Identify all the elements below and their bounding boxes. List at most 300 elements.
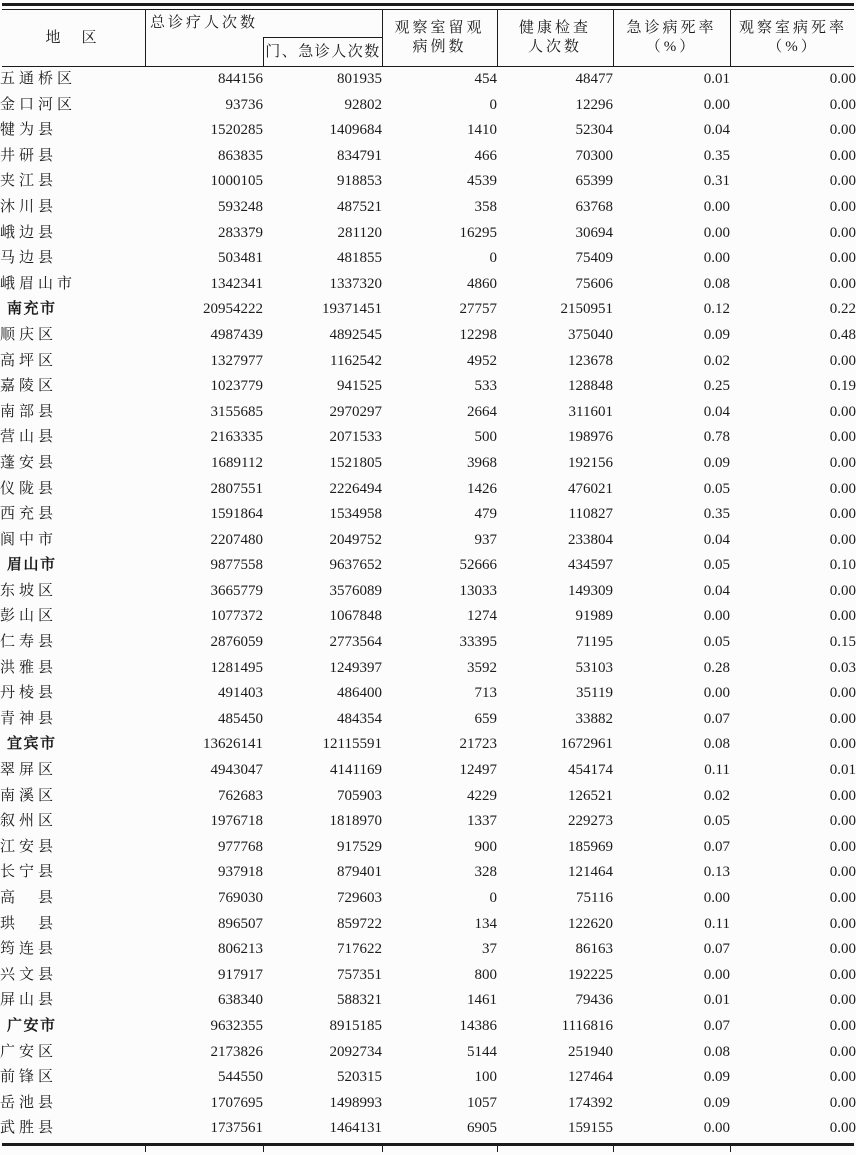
- value-cell: 0.11: [704, 915, 730, 932]
- value-cell: 593248: [218, 198, 263, 215]
- value-cell: 27757: [459, 301, 497, 318]
- value-cell: 20954222: [203, 301, 263, 318]
- value-cell: 0.00: [829, 966, 856, 983]
- value-cell: 198976: [568, 429, 613, 446]
- bottom-tick: [613, 1143, 614, 1152]
- value-cell: 126521: [568, 787, 613, 804]
- value-cell: 0.05: [703, 480, 730, 497]
- value-cell: 937918: [218, 864, 263, 881]
- value-cell: 4229: [467, 787, 497, 804]
- value-cell: 37: [482, 941, 497, 958]
- value-cell: 9632355: [210, 1017, 263, 1034]
- value-cell: 0.05: [703, 557, 730, 574]
- value-cell: 0.05: [703, 813, 730, 830]
- value-cell: 484354: [337, 710, 382, 727]
- value-cell: 2807551: [210, 480, 263, 497]
- value-cell: 134: [474, 915, 497, 932]
- column-header-observation-cases: [382, 10, 497, 66]
- value-cell: 1464131: [329, 1120, 382, 1137]
- value-cell: 3968: [467, 454, 497, 471]
- value-cell: 110827: [568, 506, 613, 523]
- table-row: [0, 349, 856, 375]
- value-cell: 283379: [218, 224, 263, 241]
- value-cell: 0.00: [829, 582, 856, 599]
- value-cell: 0.00: [829, 275, 856, 292]
- value-cell: 2173826: [210, 1043, 263, 1060]
- region-cell: 西充县: [0, 506, 58, 523]
- value-cell: 1426: [467, 480, 497, 497]
- header-line: （%）: [767, 39, 819, 55]
- value-cell: 2876059: [210, 634, 263, 651]
- value-cell: 834791: [337, 147, 382, 164]
- region-cell: 翠屏区: [0, 762, 58, 779]
- value-cell: 1281495: [210, 659, 263, 676]
- table-row: [0, 988, 856, 1014]
- value-cell: 466: [474, 147, 497, 164]
- table-row: [0, 707, 856, 733]
- value-cell: 0: [489, 890, 497, 906]
- column-header-outpatient-emergency-label: 门、急诊人次数: [265, 43, 381, 60]
- region-cell: 岳池县: [0, 1094, 58, 1111]
- table-row: [0, 579, 856, 605]
- value-cell: 1274: [467, 608, 497, 625]
- value-cell: 281120: [337, 224, 382, 241]
- region-cell: 广安市: [7, 1017, 57, 1034]
- value-cell: 0.00: [829, 96, 856, 113]
- value-cell: 1737561: [210, 1120, 263, 1137]
- value-cell: 185969: [568, 838, 613, 855]
- value-cell: 2092734: [329, 1043, 382, 1060]
- value-cell: 0.00: [703, 198, 730, 215]
- table-row: [0, 246, 856, 272]
- value-cell: 0.28: [703, 659, 730, 676]
- value-cell: 485450: [218, 710, 263, 727]
- value-cell: 801935: [337, 71, 382, 87]
- value-cell: 0.01: [703, 992, 730, 1009]
- value-cell: 0.00: [829, 1120, 856, 1137]
- bottom-tick: [145, 1143, 146, 1152]
- value-cell: 588321: [337, 992, 382, 1009]
- value-cell: 1327977: [210, 352, 263, 369]
- value-cell: 12296: [575, 96, 613, 113]
- header-line: 急诊病死率: [626, 20, 717, 36]
- table-row: [0, 681, 856, 707]
- value-cell: 0.09: [703, 1094, 730, 1111]
- header-line: （%）: [645, 39, 698, 55]
- value-cell: 328: [474, 864, 497, 881]
- value-cell: 251940: [568, 1043, 613, 1060]
- value-cell: 0.00: [829, 864, 856, 881]
- value-cell: 0.09: [703, 1069, 730, 1086]
- value-cell: 0.00: [829, 1017, 856, 1034]
- header-line: 病例数: [412, 39, 467, 55]
- value-cell: 0.00: [703, 685, 730, 702]
- value-cell: 0.00: [829, 813, 856, 830]
- table-row: [0, 732, 856, 758]
- table-row: [0, 425, 856, 451]
- column-header-observation-mortality: [730, 10, 856, 66]
- value-cell: 311601: [568, 403, 613, 420]
- value-cell: 0: [489, 250, 497, 267]
- value-cell: 941525: [337, 378, 382, 395]
- value-cell: 0.05: [703, 634, 730, 651]
- value-cell: 70300: [575, 147, 613, 164]
- value-cell: 491403: [218, 685, 263, 702]
- value-cell: 844156: [218, 71, 263, 87]
- value-cell: 0.07: [703, 1017, 730, 1034]
- value-cell: 0: [489, 96, 497, 113]
- region-cell: 青神县: [0, 710, 58, 727]
- table-row: [0, 169, 856, 195]
- value-cell: 0.31: [703, 173, 730, 190]
- value-cell: 93736: [225, 96, 263, 113]
- value-cell: 900: [474, 838, 497, 855]
- value-cell: 1534958: [329, 506, 382, 523]
- value-cell: 0.00: [703, 96, 730, 113]
- region-cell: 峨边县: [0, 224, 58, 241]
- value-cell: 0.00: [829, 480, 856, 497]
- value-cell: 86163: [575, 941, 613, 958]
- table-row: [0, 1065, 856, 1091]
- region-cell: 筠连县: [0, 941, 58, 958]
- table-row: [0, 67, 856, 93]
- table-row: [0, 963, 856, 989]
- value-cell: 2049752: [329, 531, 382, 548]
- column-header-outpatient-emergency: [263, 37, 382, 66]
- value-cell: 0.08: [703, 275, 730, 292]
- value-cell: 0.48: [829, 326, 856, 343]
- value-cell: 0.09: [703, 454, 730, 471]
- value-cell: 0.11: [704, 762, 730, 779]
- value-cell: 4952: [467, 352, 497, 369]
- value-cell: 9877558: [210, 557, 263, 574]
- value-cell: 977768: [218, 838, 263, 855]
- value-cell: 0.04: [703, 122, 730, 139]
- value-cell: 1116816: [561, 1017, 613, 1034]
- value-cell: 4141169: [330, 762, 382, 779]
- value-cell: 0.00: [829, 992, 856, 1009]
- value-cell: 479: [474, 506, 497, 523]
- value-cell: 705903: [337, 787, 382, 804]
- region-cell: 彭山区: [0, 608, 58, 625]
- value-cell: 762683: [218, 787, 263, 804]
- value-cell: 75606: [575, 275, 613, 292]
- value-cell: 52304: [575, 122, 613, 139]
- value-cell: 800: [474, 966, 497, 983]
- column-header-total-visits: [145, 10, 263, 37]
- value-cell: 729603: [337, 890, 382, 906]
- value-cell: 192156: [568, 454, 613, 471]
- table-row: [0, 374, 856, 400]
- region-cell: 江安县: [0, 838, 58, 855]
- value-cell: 713: [474, 685, 497, 702]
- value-cell: 0.10: [829, 557, 856, 574]
- table-row: [0, 1116, 856, 1142]
- value-cell: 4892545: [329, 326, 382, 343]
- value-cell: 65399: [575, 173, 613, 190]
- table-row: [0, 118, 856, 144]
- value-cell: 918853: [337, 173, 382, 190]
- value-cell: 0.00: [829, 122, 856, 139]
- value-cell: 500: [474, 429, 497, 446]
- value-cell: 0.08: [703, 1043, 730, 1060]
- value-cell: 896507: [218, 915, 263, 932]
- value-cell: 859722: [337, 915, 382, 932]
- value-cell: 434597: [568, 557, 613, 574]
- value-cell: 0.00: [829, 890, 856, 906]
- value-cell: 0.00: [829, 403, 856, 420]
- value-cell: 806213: [218, 941, 263, 958]
- value-cell: 0.00: [829, 429, 856, 446]
- value-cell: 1410: [467, 122, 497, 139]
- header-line: 观察室病死率: [738, 20, 847, 36]
- value-cell: 159155: [568, 1120, 613, 1137]
- value-cell: 75116: [576, 890, 613, 906]
- value-cell: 6905: [467, 1120, 497, 1137]
- value-cell: 2970297: [329, 403, 382, 420]
- region-cell: 五通桥区: [0, 71, 77, 87]
- value-cell: 3665779: [210, 582, 263, 599]
- value-cell: 75409: [575, 250, 613, 267]
- region-cell: 武胜县: [0, 1120, 58, 1137]
- value-cell: 121464: [568, 864, 613, 881]
- value-cell: 1591864: [210, 506, 263, 523]
- value-cell: 0.01: [829, 762, 856, 779]
- region-cell: 营山县: [0, 429, 58, 446]
- value-cell: 0.04: [703, 582, 730, 599]
- table-row: [0, 630, 856, 656]
- value-cell: 21723: [459, 736, 497, 753]
- value-cell: 12115591: [322, 736, 382, 753]
- value-cell: 917917: [218, 966, 263, 983]
- value-cell: 0.22: [829, 301, 856, 318]
- value-cell: 48477: [575, 71, 613, 87]
- value-cell: 0.00: [829, 710, 856, 727]
- value-cell: 769030: [218, 890, 263, 906]
- table-row: [0, 656, 856, 682]
- value-cell: 1067848: [329, 608, 382, 625]
- value-cell: 0.00: [829, 685, 856, 702]
- value-cell: 0.00: [829, 224, 856, 241]
- table-row: [0, 809, 856, 835]
- value-cell: 0.07: [703, 710, 730, 727]
- value-cell: 0.00: [829, 173, 856, 190]
- value-cell: 0.00: [703, 890, 730, 906]
- value-cell: 0.08: [703, 736, 730, 753]
- value-cell: 8915185: [329, 1017, 382, 1034]
- table-row: [0, 835, 856, 861]
- value-cell: 0.07: [703, 941, 730, 958]
- value-cell: 0.01: [703, 71, 730, 87]
- value-cell: 128848: [568, 378, 613, 395]
- value-cell: 0.00: [829, 736, 856, 753]
- value-cell: 2071533: [329, 429, 382, 446]
- region-cell: 阆中市: [0, 531, 58, 548]
- value-cell: 1057: [467, 1094, 497, 1111]
- value-cell: 2207480: [210, 531, 263, 548]
- bottom-tick: [263, 1143, 264, 1152]
- value-cell: 454174: [568, 762, 613, 779]
- value-cell: 16295: [459, 224, 497, 241]
- value-cell: 1521805: [329, 454, 382, 471]
- column-header-emergency-mortality: [613, 10, 730, 66]
- value-cell: 0.00: [829, 915, 856, 932]
- value-cell: 1409684: [329, 122, 382, 139]
- value-cell: 0.00: [703, 966, 730, 983]
- value-cell: 0.00: [829, 941, 856, 958]
- value-cell: 13626141: [203, 736, 263, 753]
- region-cell: 仪陇县: [0, 480, 58, 497]
- value-cell: 0.13: [703, 864, 730, 881]
- value-cell: 100: [474, 1069, 497, 1086]
- column-header-total-visits-label: 总诊疗人次数: [149, 15, 258, 31]
- value-cell: 0.00: [703, 224, 730, 241]
- value-cell: 192225: [568, 966, 613, 983]
- value-cell: 863835: [218, 147, 263, 164]
- value-cell: 0.00: [829, 506, 856, 523]
- table-row: [0, 451, 856, 477]
- value-cell: 2163335: [210, 429, 263, 446]
- table-row: [0, 272, 856, 298]
- value-cell: 2773564: [329, 634, 382, 651]
- value-cell: 0.09: [703, 326, 730, 343]
- statistics-table: [0, 67, 856, 1142]
- region-cell: 高坪区: [0, 352, 58, 369]
- value-cell: 174392: [568, 1094, 613, 1111]
- value-cell: 53103: [575, 659, 613, 676]
- value-cell: 0.03: [829, 659, 856, 676]
- value-cell: 0.00: [829, 531, 856, 548]
- value-cell: 123678: [568, 352, 613, 369]
- value-cell: 659: [474, 710, 497, 727]
- region-cell: 峨眉山市: [0, 275, 77, 292]
- table-row: [0, 886, 856, 912]
- value-cell: 1162542: [330, 352, 382, 369]
- value-cell: 486400: [337, 685, 382, 702]
- region-cell: 屏山县: [0, 992, 58, 1009]
- table-row: [0, 323, 856, 349]
- region-cell: 夹江县: [0, 173, 58, 190]
- region-cell: 顺庆区: [0, 326, 58, 343]
- value-cell: 1342341: [210, 275, 263, 292]
- value-cell: 4987439: [210, 326, 263, 343]
- value-cell: 879401: [337, 864, 382, 881]
- region-cell: 珙 县: [0, 915, 58, 932]
- value-cell: 149309: [568, 582, 613, 599]
- bottom-tick: [382, 1143, 383, 1152]
- value-cell: 1689112: [211, 454, 263, 471]
- value-cell: 1461: [467, 992, 497, 1009]
- value-cell: 52666: [459, 557, 497, 574]
- value-cell: 533: [474, 378, 497, 395]
- table-row: [0, 758, 856, 784]
- value-cell: 1077372: [210, 608, 263, 625]
- value-cell: 3592: [467, 659, 497, 676]
- value-cell: 1498993: [329, 1094, 382, 1111]
- value-cell: 638340: [218, 992, 263, 1009]
- region-cell: 仁寿县: [0, 634, 58, 651]
- value-cell: 33395: [459, 634, 497, 651]
- value-cell: 0.04: [703, 403, 730, 420]
- value-cell: 0.25: [703, 378, 730, 395]
- value-cell: 0.04: [703, 531, 730, 548]
- region-cell: 长宁县: [0, 864, 58, 881]
- value-cell: 0.00: [829, 250, 856, 267]
- value-cell: 0.00: [703, 608, 730, 625]
- value-cell: 0.35: [703, 506, 730, 523]
- value-cell: 1818970: [329, 813, 382, 830]
- value-cell: 92802: [344, 96, 382, 113]
- value-cell: 375040: [568, 326, 613, 343]
- region-cell: 前锋区: [0, 1069, 58, 1086]
- table-row: [0, 502, 856, 528]
- table-row: [0, 553, 856, 579]
- value-cell: 0.00: [829, 352, 856, 369]
- value-cell: 30694: [575, 224, 613, 241]
- value-cell: 0.00: [829, 1094, 856, 1111]
- value-cell: 454: [474, 71, 497, 87]
- value-cell: 1520285: [210, 122, 263, 139]
- table-row: [0, 1040, 856, 1066]
- value-cell: 1976718: [210, 813, 263, 830]
- table-row: [0, 144, 856, 170]
- table-row: [0, 937, 856, 963]
- value-cell: 1707695: [210, 1094, 263, 1111]
- value-cell: 0.19: [829, 378, 856, 395]
- table-row: [0, 221, 856, 247]
- value-cell: 0.00: [703, 250, 730, 267]
- value-cell: 127464: [568, 1069, 613, 1086]
- top-thick-rule: [2, 3, 854, 6]
- value-cell: 91989: [575, 608, 613, 625]
- value-cell: 0.00: [829, 1069, 856, 1086]
- value-cell: 33882: [575, 710, 613, 727]
- value-cell: 0.00: [829, 838, 856, 855]
- table-row: [0, 604, 856, 630]
- column-header-health-check: [497, 10, 613, 66]
- region-cell: 宜宾市: [7, 736, 57, 753]
- value-cell: 1023779: [210, 378, 263, 395]
- value-cell: 1337: [467, 813, 497, 830]
- value-cell: 2664: [467, 403, 497, 420]
- value-cell: 503481: [218, 250, 263, 267]
- value-cell: 0.07: [703, 838, 730, 855]
- value-cell: 19371451: [322, 301, 382, 318]
- value-cell: 2226494: [329, 480, 382, 497]
- region-cell: 犍为县: [0, 122, 58, 139]
- value-cell: 0.00: [829, 454, 856, 471]
- value-cell: 2150951: [560, 301, 613, 318]
- value-cell: 71195: [576, 634, 613, 651]
- value-cell: 1249397: [329, 659, 382, 676]
- value-cell: 3576089: [329, 582, 382, 599]
- region-cell: 马边县: [0, 250, 58, 267]
- table-row: [0, 528, 856, 554]
- header-line: 健康检查: [518, 20, 591, 36]
- value-cell: 14386: [459, 1017, 497, 1034]
- value-cell: 0.00: [829, 198, 856, 215]
- region-cell: 丹棱县: [0, 685, 58, 702]
- value-cell: 937: [474, 531, 497, 548]
- value-cell: 79436: [575, 992, 613, 1009]
- bottom-thick-rule: [2, 1143, 854, 1146]
- table-row: [0, 195, 856, 221]
- table-row: [0, 1091, 856, 1117]
- value-cell: 476021: [568, 480, 613, 497]
- column-header-region-label: 地 区: [45, 29, 100, 46]
- value-cell: 520315: [337, 1069, 382, 1086]
- value-cell: 0.78: [703, 429, 730, 446]
